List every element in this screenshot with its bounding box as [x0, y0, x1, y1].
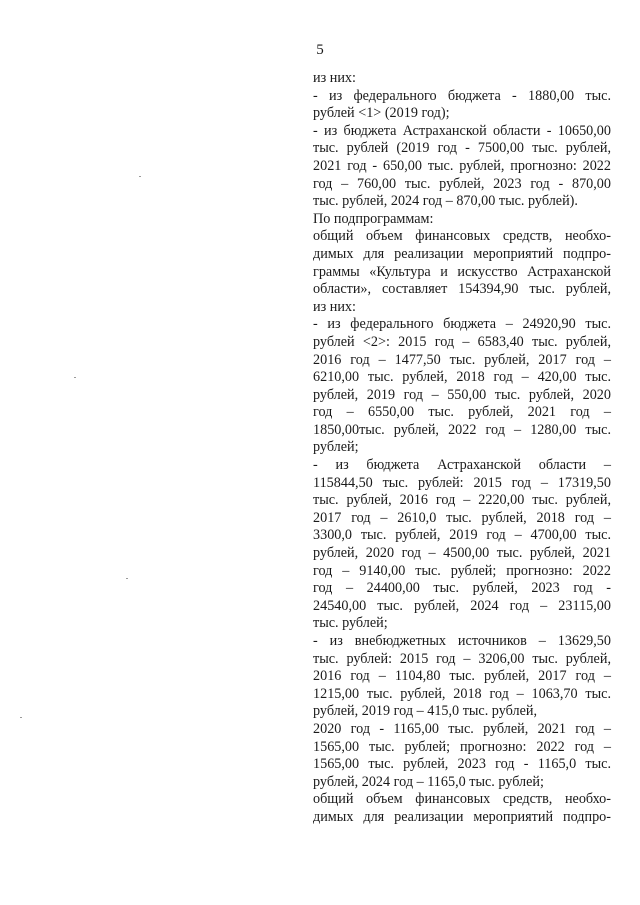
text-line: рублей, 2019 год – 550,00 тыс. рублей, 2020	[313, 386, 611, 403]
text-line: тыс. рублей, 2024 год – 870,00 тыс. рублей).	[313, 193, 578, 210]
text-line: общий объем финансовых средств, необхо-	[313, 228, 611, 245]
text-line: рублей, 2024 год – 1165,0 тыс. рублей;	[313, 773, 544, 790]
page-number: 5	[316, 42, 324, 58]
scan-speck	[126, 578, 128, 579]
text-line: 1215,00 тыс. рублей, 2018 год – 1063,70 тыс.	[313, 685, 611, 702]
text-line: граммы «Культура и искусство Астраханской	[313, 263, 611, 280]
text-line: из них:	[313, 298, 356, 315]
text-line: - из федерального бюджета – 24920,90 тыс.	[313, 316, 611, 333]
text-line: год – 9140,00 тыс. рублей; прогнозно: 2022	[313, 562, 611, 579]
text-line: 2016 год – 1104,80 тыс. рублей, 2017 год –	[313, 668, 611, 685]
text-line: 24540,00 тыс. рублей, 2024 год – 23115,00	[313, 597, 611, 614]
scan-speck	[74, 377, 76, 378]
text-line: - из бюджета Астраханской области –	[313, 457, 611, 474]
text-line: тыс. рублей, 2016 год – 2220,00 тыс. рублей,	[313, 492, 611, 509]
text-line: 2017 год – 2610,0 тыс. рублей, 2018 год –	[313, 509, 611, 526]
text-line: год – 6550,00 тыс. рублей, 2021 год –	[313, 404, 611, 421]
text-line: - из федерального бюджета - 1880,00 тыс.	[313, 87, 611, 104]
text-line: 1850,00тыс. рублей, 2022 год – 1280,00 тыс.	[313, 421, 611, 438]
text-line: рублей <2>: 2015 год – 6583,40 тыс. рублей,	[313, 333, 611, 350]
text-line: тыс. рублей (2019 год - 7500,00 тыс. рублей,	[313, 140, 611, 157]
text-line: рублей, 2020 год – 4500,00 тыс. рублей, 2021	[313, 545, 611, 562]
text-line: 1565,00 тыс. рублей; прогнозно: 2022 год –	[313, 738, 611, 755]
text-line: - из внебюджетных источников – 13629,50	[313, 633, 611, 649]
text-line: 115844,50 тыс. рублей: 2015 год – 17319,50	[313, 474, 611, 491]
text-line: 2021 год - 650,00 тыс. рублей, прогнозно: 2022	[313, 157, 611, 174]
text-line: 2016 год – 1477,50 тыс. рублей, 2017 год –	[313, 351, 611, 368]
body-text-column	[313, 70, 611, 827]
text-line: По подпрограммам:	[313, 210, 434, 227]
text-line: из них:	[313, 70, 356, 86]
text-line: рублей <1> (2019 год);	[313, 105, 450, 122]
text-line: 1565,00 тыс. рублей, 2023 год - 1165,0 тыс.	[313, 756, 611, 773]
text-line: - из бюджета Астраханской области - 10650,00	[313, 122, 611, 139]
text-line: области», составляет 154394,90 тыс. рублей,	[313, 281, 611, 298]
text-line: тыс. рублей: 2015 год – 3206,00 тыс. рублей,	[313, 650, 611, 667]
text-line: рублей, 2019 год – 415,0 тыс. рублей,	[313, 703, 538, 720]
text-line: рублей;	[313, 439, 359, 456]
text-line: 6210,00 тыс. рублей, 2018 год – 420,00 тыс.	[313, 369, 611, 386]
scan-speck	[20, 717, 22, 718]
text-line: тыс. рублей;	[313, 615, 388, 632]
text-line: димых для реализации мероприятий подпро-	[313, 245, 611, 262]
scan-speck	[139, 176, 141, 177]
text-line: год – 24400,00 тыс. рублей, 2023 год -	[313, 580, 611, 597]
text-line: 2020 год - 1165,00 тыс. рублей, 2021 год –	[313, 720, 611, 737]
text-line: димых для реализации мероприятий подпро-	[313, 808, 611, 825]
text-line: общий объем финансовых средств, необхо-	[313, 791, 611, 808]
text-line: год – 760,00 тыс. рублей, 2023 год - 870,00	[313, 175, 611, 192]
text-line: 3300,0 тыс. рублей, 2019 год – 4700,00 тыс.	[313, 527, 611, 544]
